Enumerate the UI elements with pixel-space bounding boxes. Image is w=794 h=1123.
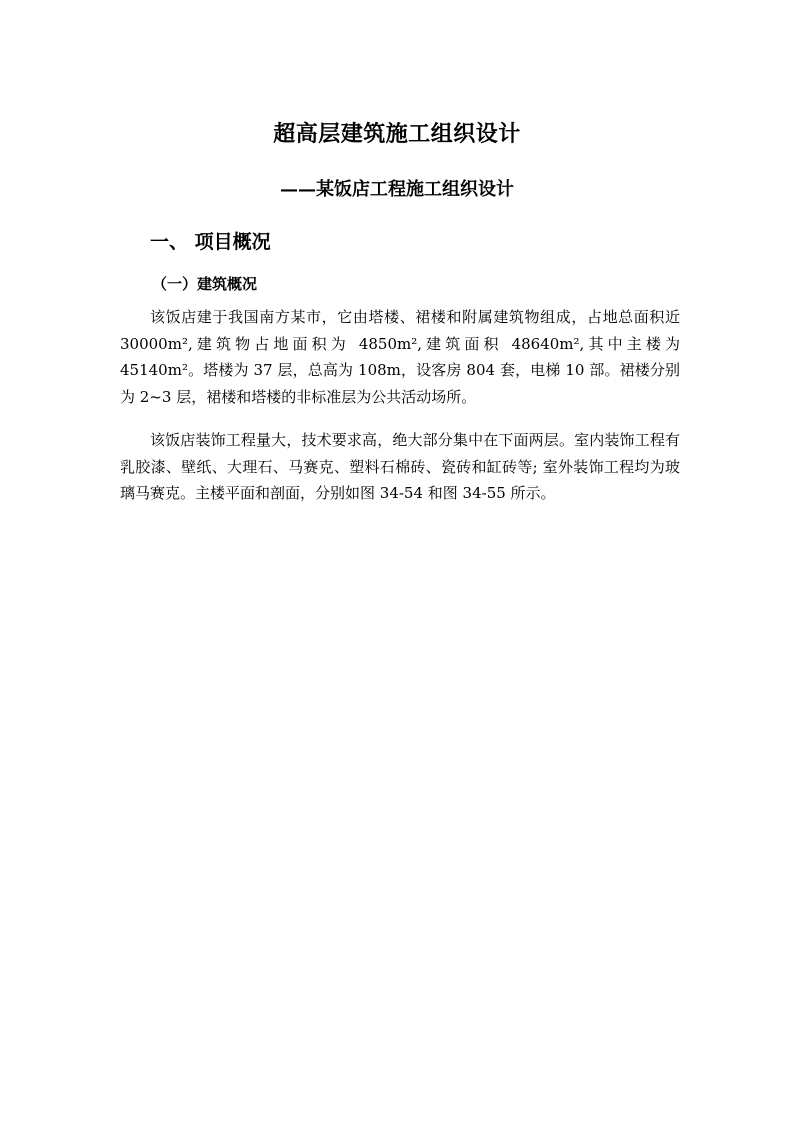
paragraph-decoration-overview: 该饭店装饰工程量大，技术要求高，绝大部分集中在下面两层。室内装饰工程有乳胶漆、壁纸、大理石、马赛克、塑料石棉砖、瓷砖和缸砖等; 室外装饰工程均为玻璃马赛克。主楼平面和剖面，分别如图 34-54 和图 34-55 所示。 xyxy=(120,431,680,502)
document-title: 超高层建筑施工组织设计 xyxy=(273,121,521,147)
document-subtitle: ——某饭店工程施工组织设计 xyxy=(280,179,514,200)
paragraph-building-overview: 该饭店建于我国南方某市，它由塔楼、裙楼和附属建筑物组成，占地总面积近 30000m²,建筑物占地面积为 4850m²,建筑面积 48640m²,其中主楼为 45140m²。塔楼为 37 层，总高为 108m，设客房 804 套，电梯 10 部。裙楼分别为 2~3 层，裙楼和塔楼的非标准层为公共活动场所。 xyxy=(120,308,680,406)
section-heading: 一、 项目概况 xyxy=(150,231,271,253)
subsection-heading: （一）建筑概况 xyxy=(152,275,258,293)
